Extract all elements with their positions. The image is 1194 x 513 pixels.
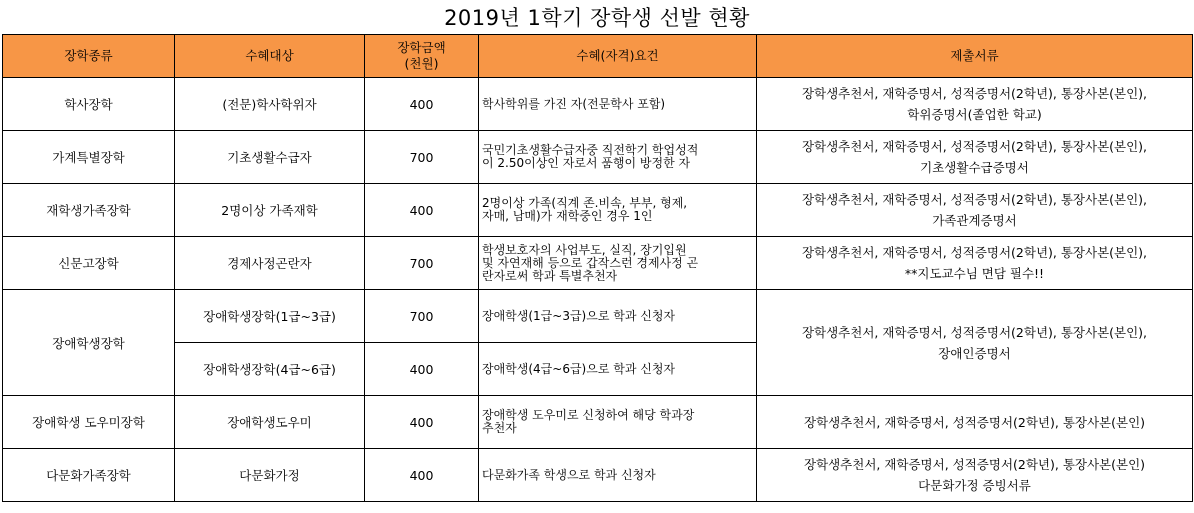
doc-line: 장학생추천서, 재학증명서, 성적증명서(2학년), 통장사본(본인), <box>801 192 1148 207</box>
scholarship-type: 장애학생장학 <box>3 290 175 396</box>
header-row <box>3 35 1193 78</box>
target: (전문)학사학위자 <box>175 78 365 131</box>
doc-line: 장학생추천서, 재학증명서, 성적증명서(2학년), 통장사본(본인) <box>803 414 1146 430</box>
amount: 400 <box>365 449 479 502</box>
documents <box>757 396 1193 449</box>
req-line: 다문화가족 학생으로 학과 신청자 <box>482 467 656 482</box>
scholarship-type: 신문고장학 <box>3 237 175 290</box>
header-amount <box>365 35 479 78</box>
amount: 700 <box>365 237 479 290</box>
header-amount-line1: 장학금액 <box>397 40 446 55</box>
header-type: 장학종류 <box>3 35 175 78</box>
requirements <box>479 343 757 396</box>
documents <box>757 184 1193 237</box>
target: 장애학생도우미 <box>175 396 365 449</box>
table-row <box>3 78 1193 131</box>
req-line: 자매, 남매)가 재학중인 경우 1인 <box>482 209 653 223</box>
amount: 400 <box>365 343 479 396</box>
table-row <box>3 131 1193 184</box>
amount: 700 <box>365 131 479 184</box>
doc-line: 장애인증명서 <box>938 345 1011 361</box>
doc-line: 장학생추천서, 재학증명서, 성적증명서(2학년), 통장사본(본인), <box>801 86 1148 101</box>
doc-line: 장학생추천서, 재학증명서, 성적증명서(2학년), 통장사본(본인), <box>801 139 1148 154</box>
doc-line: **지도교수님 면담 필수!! <box>904 266 1045 281</box>
req-line: 학사학위를 가진 자(전문학사 포함) <box>482 96 666 111</box>
requirements <box>479 237 757 290</box>
requirements <box>479 184 757 237</box>
doc-line: 장학생추천서, 재학증명서, 성적증명서(2학년), 통장사본(본인) <box>803 457 1146 472</box>
target: 장애학생장학(1급~3급) <box>175 290 365 343</box>
req-line: 및 자연재해 등으로 갑작스런 경제사정 곤 <box>482 255 699 270</box>
requirements <box>479 290 757 343</box>
amount: 400 <box>365 184 479 237</box>
req-line: 국민기초생활수급자중 직전학기 학업성적 <box>482 143 699 157</box>
page-title: 2019년 1학기 장학생 선발 현황 <box>444 6 750 30</box>
target: 2명이상 가족재학 <box>175 184 365 237</box>
documents <box>757 131 1193 184</box>
doc-line: 장학생추천서, 재학증명서, 성적증명서(2학년), 통장사본(본인), <box>801 324 1148 340</box>
amount: 400 <box>365 396 479 449</box>
documents <box>757 449 1193 502</box>
target: 장애학생장학(4급~6급) <box>175 343 365 396</box>
header-documents: 제출서류 <box>757 35 1193 78</box>
req-line: 장애학생(1급~3급)으로 학과 신청자 <box>482 308 676 323</box>
scholarship-type: 학사장학 <box>3 78 175 131</box>
doc-line: 기초생활수급증명서 <box>920 160 1029 175</box>
target: 다문화가정 <box>175 449 365 502</box>
doc-line: 장학생추천서, 재학증명서, 성적증명서(2학년), 통장사본(본인), <box>801 245 1148 260</box>
table-row <box>3 396 1193 449</box>
doc-line: 다문화가정 증빙서류 <box>918 478 1031 493</box>
scholarship-type: 장애학생 도우미장학 <box>3 396 175 449</box>
req-line: 학생보호자의 사업부도, 실직, 장기입원 <box>482 242 687 257</box>
req-line: 장애학생(4급~6급)으로 학과 신청자 <box>482 361 676 376</box>
amount: 700 <box>365 290 479 343</box>
table-row <box>3 184 1193 237</box>
documents <box>757 290 1193 396</box>
table-row <box>3 237 1193 290</box>
scholarship-type: 재학생가족장학 <box>3 184 175 237</box>
req-line: 이 2.50이상인 자로서 품행이 방정한 자 <box>482 156 691 170</box>
header-target: 수혜대상 <box>175 35 365 78</box>
amount: 400 <box>365 78 479 131</box>
requirements <box>479 131 757 184</box>
table-row <box>3 449 1193 502</box>
req-line: 추천자 <box>482 421 517 435</box>
scholarship-type: 가계특별장학 <box>3 131 175 184</box>
doc-line: 학위증명서(졸업한 학교) <box>907 107 1042 122</box>
requirements <box>479 396 757 449</box>
documents <box>757 237 1193 290</box>
req-line: 2명이상 가족(직계 존.비속, 부부, 형제, <box>482 196 688 210</box>
table-row <box>3 290 1193 343</box>
requirements <box>479 449 757 502</box>
requirements <box>479 78 757 131</box>
target: 기초생활수급자 <box>175 131 365 184</box>
documents <box>757 78 1193 131</box>
scholarship-table <box>2 34 1193 502</box>
doc-line: 가족관계증명서 <box>932 213 1017 228</box>
scholarship-type: 다문화가족장학 <box>3 449 175 502</box>
req-line: 란자로써 학과 특별추천자 <box>482 268 618 283</box>
header-amount-line2: (천원) <box>404 56 439 71</box>
header-requirements: 수혜(자격)요건 <box>479 35 757 78</box>
req-line: 장애학생 도우미로 신청하여 해당 학과장 <box>482 408 695 422</box>
target: 경제사정곤란자 <box>175 237 365 290</box>
